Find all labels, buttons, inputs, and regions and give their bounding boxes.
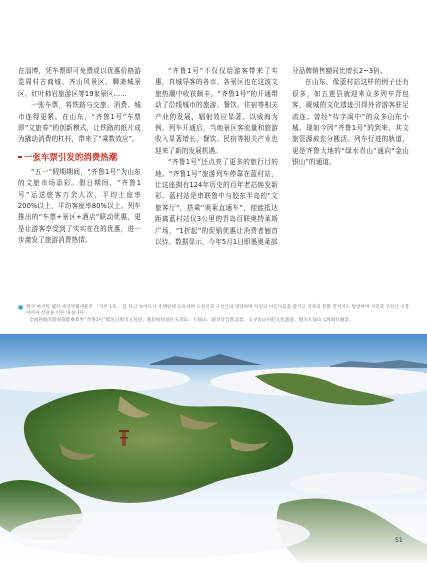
- paragraph: 在淄博，凭车票即可免费或以优惠价格游览周村古商城、齐山风景区、聊斋城景区、红叶柿岩旅游区等19家景区……: [18, 67, 141, 98]
- paragraph: 在山东，像蓝村站这样的例子还有很多，如五莲县就迎来众多列车背包客，琥城的文化遗迹引得外省游客驻足流连。曾经“待字闺中”的众多山东小城，现如今因“齐鲁1号”的到来，其文旅资源被充分搬活。列车行进的轨道，更是齐鲁大地的“绿水青山”通向“金山银山”的通道。: [292, 78, 409, 167]
- paragraph: 分品牌销售额同比增长2~3倍。: [292, 67, 387, 75]
- text-column-middle: [155, 66, 278, 249]
- paragraph: “齐鲁1号”不仅仅给游客带来了实惠，真城导客的各市、各景区也在这波文旅热潮中收获颇丰。“齐鲁1号”的开通带动了沿线城市的旅游、餐饮、住宿等相关产业的发展，辐射效应显著。以威海为例，列车开通后，当地景区客流量和旅游收入显著增长，餐饮、民宿等相关产业也迎来了新的发展机遇。: [155, 67, 278, 155]
- page-number: 51: [395, 537, 403, 544]
- photo-caption: [18, 305, 413, 324]
- text-column-right: [292, 66, 409, 169]
- location-pin-icon: ●: [18, 304, 24, 311]
- caption-chinese: 全国各地的游客都能乘着坐“齐鲁1号”抵达日照市五莲县，他们纷纷前往五莲山、九仙山，观享受自然美景，又寻访山中的文化遗迹。图为九仙山云海间壮丽景。: [29, 317, 354, 323]
- section-heading: [18, 151, 141, 163]
- section-heading-text: 一张车票引发的消费热潮: [24, 151, 118, 162]
- paragraph: 一张车票，将铁路与交旅、消费、城市连得更紧。在山东，“齐鲁1号”车票即“文旅券”的创新模式，让铁路的纸片成为撬动消费的杠杆，带来了“乘数效应”。: [18, 101, 141, 144]
- cloud-sea-mountain-illustration: [0, 334, 427, 563]
- text-column-left: [18, 66, 141, 247]
- heading-dash-mark: [18, 156, 22, 158]
- caption-korean: 한국 마지막 웰치 세상약웰세물주 「지루 1호」 를 타고 보아오시 주랜한택 도록하며 오른선과 구선산의 명랑하며 자연의 아름다움을 즐기고 선축의 문화 전적지도 탐방하며 사진과 구선산 구봉아아자 산관을 이른 내실니다.: [26, 305, 410, 317]
- paragraph: “五一”假期期间，“齐鲁1号”为山东的文旅市场添彩。假日期间，“齐鲁1号”运送旅客万余人次，平均上座率200%以上，平均客座率80%以上。列车推出的“车票+景区+酒店”联动优惠，更是让游客享受到了实实在在的优惠，进一步激发了旅游消费热情。: [18, 167, 141, 245]
- landscape-photo: [0, 334, 427, 563]
- paragraph: “齐鲁1号”还点亮了更多的旅行目的地。“齐鲁1号”旅游列车停靠在蓝村站，让这座拥有124年历史的百年老站焕发新彩。蓝村站是串联鲁中与胶东半岛的“文旅客厅”，搭乘“奥莱直通车”，便能抵达距离蓝村站仅3公里的青岛百联奥特莱斯广场，“1折起”的促销优惠让消费者翘首以待。数据显示，今年5月1日即墨奥莱部: [155, 158, 278, 247]
